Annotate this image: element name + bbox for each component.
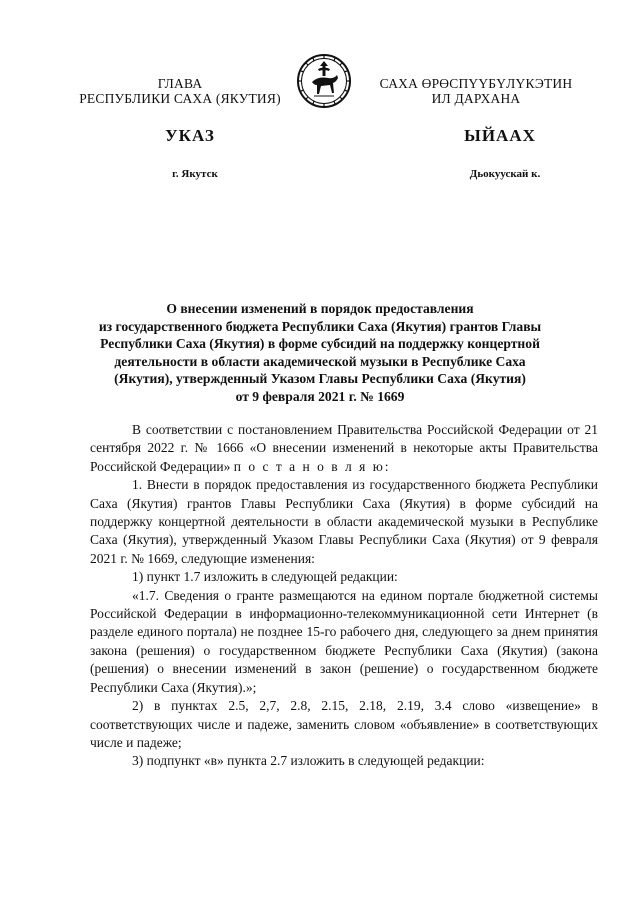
document-body xyxy=(90,421,598,771)
header-right-line2: ИЛ ДАРХАНА xyxy=(431,91,521,106)
header-left-line2: РЕСПУБЛИКИ САХА (ЯКУТИЯ) xyxy=(79,91,281,106)
preamble-text: В соответствии с постановлением Правительства Российской Федерации от 21 сентября 2022 г. № 1666 «О внесении изменений в некоторые акты Правительства Российской Федерации» xyxy=(90,422,598,474)
decree-right: ЫЙААХ xyxy=(464,126,536,145)
title-line: (Якутия), утвержденный Указом Главы Республики Саха (Якутия) xyxy=(114,371,526,387)
title-line: О внесении изменений в порядок предоставления xyxy=(166,301,474,316)
coat-of-arms-icon xyxy=(296,52,352,110)
paragraph-1-3: 3) подпункт «в» пункта 2.7 изложить в следующей редакции: xyxy=(132,753,485,769)
decree-left: УКАЗ xyxy=(165,126,215,145)
paragraph-1-2: 2) в пунктах 2.5, 2,7, 2.8, 2.15, 2.18, 2.19, 3.4 слово «извещение» в соответствующих числе и падеже, заменить словом «объявление» в соответствующих числе и падеже; xyxy=(90,698,598,750)
resolve-word: п о с т а н о в л я ю: xyxy=(233,458,391,474)
title-line: от 9 февраля 2021 г. № 1669 xyxy=(235,388,405,404)
title-line: деятельности в области академической музыки в Республике Саха xyxy=(114,353,526,369)
header-right xyxy=(356,76,596,106)
title-line: из государственного бюджета Республики Саха (Якутия) грантов Главы xyxy=(98,318,542,334)
header-left-line1: ГЛАВА xyxy=(157,76,203,91)
paragraph-quote: «1.7. Сведения о гранте размещаются на едином портале бюджетной системы Российской Федерации в информационно-телекоммуникационной сети Интернет (в разделе единого портала) не позднее 15-го рабочего дня, следующего за днем принятия закона (решения) о государственном бюджете Республики Саха (Якутия) (закона (решения) о внесении изменений в закон (решение) о государственном бюджете Республики Саха (Якутия).»; xyxy=(90,587,598,695)
title-line: Республики Саха (Якутия) в форме субсидий на поддержку концертной xyxy=(100,336,540,352)
paragraph-1-1: 1) пункт 1.7 изложить в следующей редакции: xyxy=(132,569,398,585)
paragraph-1: 1. Внести в порядок предоставления из государственного бюджета Республики Саха (Якутия) грантов Главы Республики Саха (Якутия) в форме субсидий на поддержку концертной деятельности в области академической музыки в Республике Саха (Якутия), утвержденный Указом Главы Республики Саха (Якутия) от 9 февраля 2021 г. № 1669, следующие изменения: xyxy=(90,477,598,566)
header-right-line1: САХА ӨРӨСПҮҮБҮЛҮКЭТИН xyxy=(379,76,573,91)
document-title xyxy=(70,300,570,406)
city-left: г. Якутск xyxy=(172,168,218,180)
header-left xyxy=(60,76,300,106)
paragraph-preamble xyxy=(90,421,598,476)
city-right: Дьокуускай к. xyxy=(469,168,541,180)
